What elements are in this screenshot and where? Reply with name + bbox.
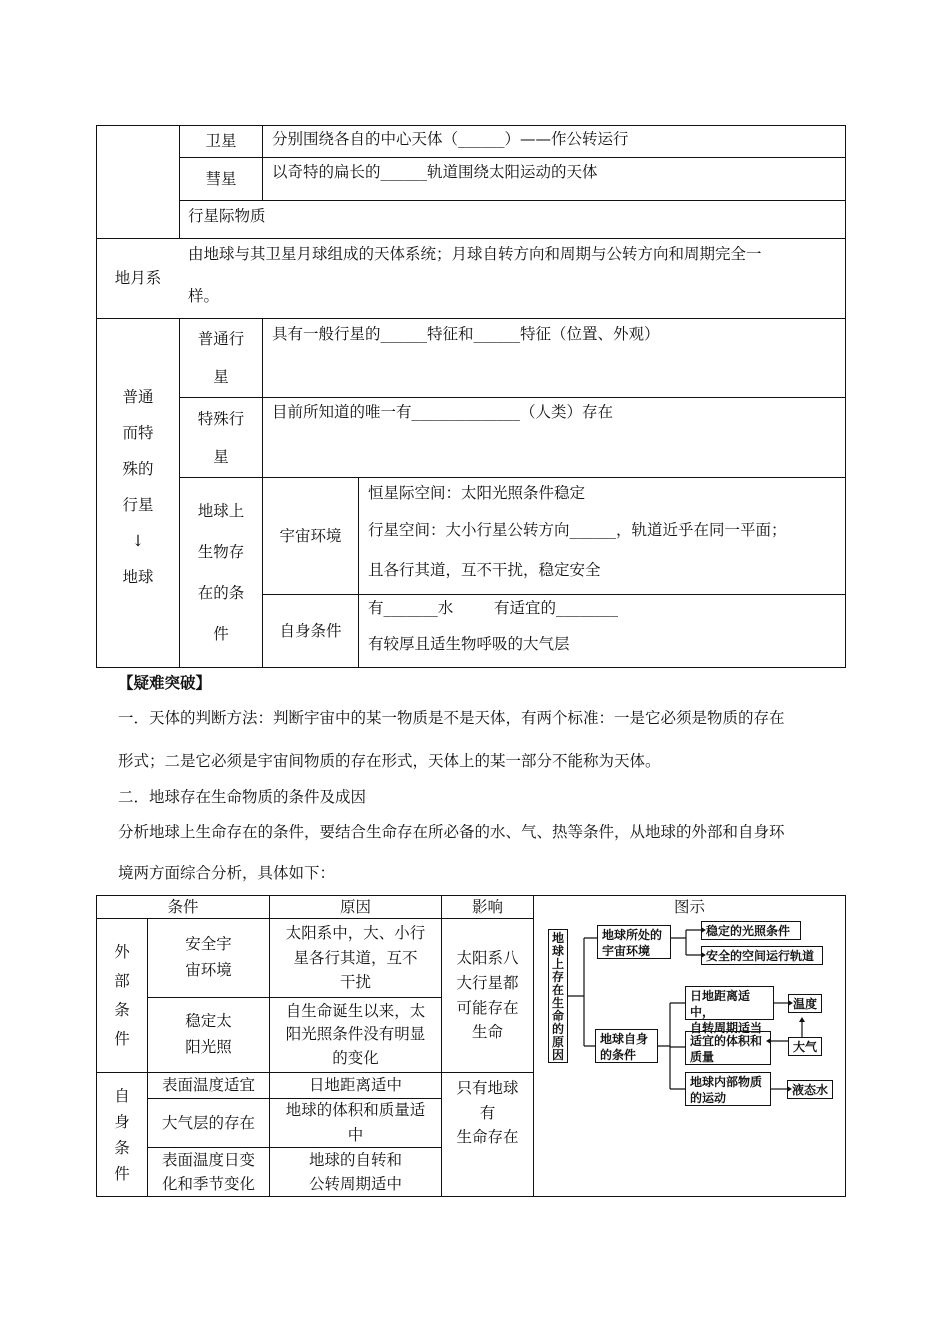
cosmic-env-line: 行星空间：大小行星公转方向______，轨道近乎在同一平面； [368,521,787,539]
diagram-distance: 日地距离适中， 自转周期适当 [685,986,774,1020]
paragraph-3a: 分析地球上生命存在的条件，要结合生命存在所必备的水、气、热等条件，从地球的外部和自身环 [118,823,785,841]
diagram-volume: 适宜的体积和 质量 [685,1031,771,1065]
earth-moon-label: 地月系 [114,269,162,288]
reason-volume-mass: 地球的体积和质量适 中 [285,1101,426,1144]
label-char: 件 [114,1164,130,1183]
paragraph-2: 二．地球存在生命物质的条件及成因 [118,788,367,806]
self-cond-water: 有_______水 [368,599,454,617]
label-char: 外 [114,942,130,961]
paragraph-3b: 境两方面综合分析，具体如下： [118,864,336,882]
label-line: 生物存 [197,542,245,561]
self-cond-temp: 有适宜的________ [494,599,619,617]
down-arrow-icon: ↓ [131,532,145,550]
label-char: 部 [114,971,130,990]
label-line: 行星 [122,496,154,514]
cond-surface-temp: 表面温度适宜 [161,1076,255,1095]
reason-rotation-period: 地球的自转和 公转周期适中 [308,1150,402,1193]
label-char: 自 [114,1086,130,1105]
section-heading: 【疑难突破】 [118,673,212,692]
effect-internal: 只有地球 有 生命存在 [456,1078,519,1147]
header-diagram: 图示 [673,897,705,916]
label-line: 普通行 [197,329,245,348]
effect-external: 太阳系八 大行星都 可能存在 生命 [456,948,519,1042]
header-condition: 条件 [167,897,199,916]
label-char: 件 [114,1029,130,1048]
interplanetary-label: 行星际物质 [188,207,266,225]
life-conditions-label [180,478,262,667]
reason-safe-env: 太阳系中，大、小行 星各行其道，互不 干扰 [285,923,426,992]
ordinary-special-label [97,380,179,594]
reason-distance: 日地距离适中 [308,1076,402,1095]
cosmic-env-label: 宇宙环境 [279,526,342,545]
label-line: 件 [213,624,229,643]
diagram-temperature: 温度 [788,994,822,1013]
label-line: 殊的 [122,460,154,478]
diagram-interior: 地球内部物质 的运动 [685,1072,771,1106]
ordinary-planet-label [180,318,262,397]
label-line: 普通 [122,388,154,406]
header-effect: 影响 [471,897,503,916]
satellite-desc: 分别围绕各自的中心天体（______）——作公转运行 [272,130,629,148]
comet-desc: 以奇特的扁长的______轨道围绕太阳运动的天体 [272,163,598,181]
cond-atmosphere: 大气层的存在 [161,1113,255,1132]
label-line: 星 [213,447,229,466]
diagram-root: 地球上存在生命的原因 [548,929,568,1063]
internal-label [97,1073,147,1196]
diagram-self: 地球自身 的条件 [595,1029,658,1063]
diagram-safe-orbit: 安全的空间运行轨道 [701,946,823,965]
earth-moon-desc-1: 由地球与其卫星月球组成的天体系统；月球自转方向和周期与公转方向和周期完全一 [188,245,762,263]
diagram-stable-light: 稳定的光照条件 [701,921,801,940]
self-cond-atmosphere: 有较厚且适生物呼吸的大气层 [368,635,570,653]
cond-temp-variation: 表面温度日变 化和季节变化 [161,1150,255,1193]
special-planet-label [180,398,262,477]
diagram-connectors [534,896,845,1196]
special-planet-desc: 目前所知道的唯一有______________（人类）存在 [272,403,614,421]
label-char: 身 [114,1112,130,1131]
label-char: 条 [114,1000,130,1019]
cosmic-env-line: 且各行其道，互不干扰，稳定安全 [368,561,601,579]
label-line: 星 [213,367,229,386]
diagram-cosmic: 地球所处的 宇宙环境 [597,925,671,959]
label-line: 特殊行 [197,409,245,428]
paragraph-1a: 一．天体的判断方法：判断宇宙中的某一物质是不是天体，有两个标准：一是它必须是物质的存在 [118,709,785,727]
header-reason: 原因 [339,897,371,916]
label-char: 条 [114,1138,130,1157]
paragraph-1b: 形式；二是它必须是宇宙间物质的存在形式，天体上的某一部分不能称为天体。 [118,752,661,770]
diagram-atmosphere: 大气 [788,1037,822,1056]
external-label [97,919,147,1072]
label-line: 而特 [122,424,154,442]
earth-moon-desc-2: 样。 [188,287,220,305]
self-cond-label: 自身条件 [279,621,342,640]
label-line: 地球 [122,568,154,586]
comet-label: 彗星 [205,169,237,188]
cosmic-env-line: 恒星际空间：太阳光照条件稳定 [368,484,586,502]
cond-stable-light: 稳定太 阳光照 [185,1012,232,1056]
ordinary-planet-desc: 具有一般行星的______特征和______特征（位置、外观） [272,325,660,343]
satellite-label: 卫星 [205,132,237,151]
label-line: 在的条 [197,583,245,602]
reason-stable-light: 自生命诞生以来，太 阳光照条件没有明显 的变化 [285,1002,426,1067]
diagram-water: 液态水 [787,1080,833,1099]
label-line: 地球上 [197,501,245,520]
cond-safe-env: 安全宇 宙环境 [185,935,232,979]
